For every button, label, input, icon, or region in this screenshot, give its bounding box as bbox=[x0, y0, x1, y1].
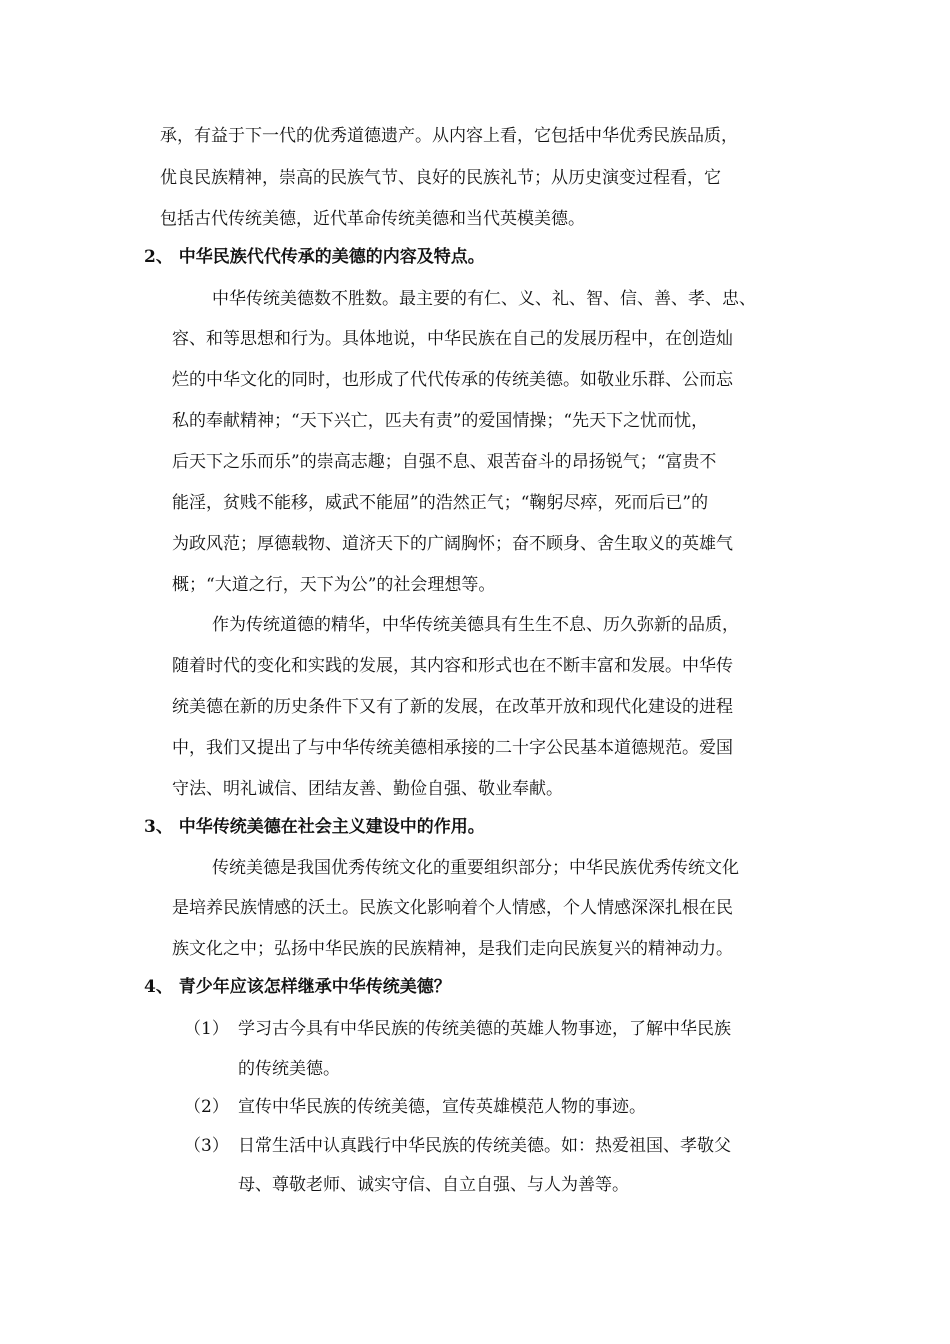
section-2-para-2-line: 中，我们又提出了与中华传统美德相承接的二十字公民基本道德规范。爱国 bbox=[172, 738, 733, 758]
section-2-para-1-line: 为政风范；厚德载物、道济天下的广阔胸怀；奋不顾身、舍生取义的英雄气 bbox=[172, 534, 733, 554]
list-item-number: （1） bbox=[184, 1019, 229, 1039]
intro-line-2: 优良民族精神，崇高的民族气节、良好的民族礼节；从历史演变过程看，它 bbox=[160, 168, 721, 188]
intro-line-3: 包括古代传统美德，近代革命传统美德和当代英模美德。 bbox=[160, 209, 585, 229]
list-item-text: 学习古今具有中华民族的传统美德的英雄人物事迹，了解中华民族 bbox=[238, 1019, 731, 1039]
list-item-text: 的传统美德。 bbox=[238, 1059, 340, 1079]
section-2-para-1-line: 中华传统美德数不胜数。最主要的有仁、义、礼、智、信、善、孝、忠、 bbox=[212, 289, 756, 309]
section-4-heading: 4、 青少年应该怎样继承中华传统美德？ bbox=[144, 977, 451, 997]
list-item-number: （2） bbox=[184, 1097, 229, 1117]
section-2-para-1-line: 私的奉献精神；“天下兴亡，匹夫有责”的爱国情操；“先天下之忧而忧， bbox=[172, 411, 709, 431]
section-2-para-2-line: 守法、明礼诚信、团结友善、勤俭自强、敬业奉献。 bbox=[172, 779, 563, 799]
section-2-para-1-line: 容、和等思想和行为。具体地说，中华民族在自己的发展历程中，在创造灿 bbox=[172, 329, 733, 349]
section-2-para-2-line: 随着时代的变化和实践的发展，其内容和形式也在不断丰富和发展。中华传 bbox=[172, 656, 733, 676]
list-item-text: 母、尊敬老师、诚实守信、自立自强、与人为善等。 bbox=[238, 1175, 629, 1195]
section-3-para-line: 传统美德是我国优秀传统文化的重要组织部分；中华民族优秀传统文化 bbox=[212, 858, 739, 878]
section-3-para-line: 是培养民族情感的沃土。民族文化影响着个人情感，个人情感深深扎根在民 bbox=[172, 898, 733, 918]
section-3-heading: 3、 中华传统美德在社会主义建设中的作用。 bbox=[144, 817, 485, 837]
section-2-para-1-line: 烂的中华文化的同时，也形成了代代传承的传统美德。如敬业乐群、公而忘 bbox=[172, 370, 733, 390]
section-2-para-2-line: 作为传统道德的精华，中华传统美德具有生生不息、历久弥新的品质， bbox=[212, 615, 739, 635]
list-item-number: （3） bbox=[184, 1136, 229, 1156]
section-3-para-line: 族文化之中；弘扬中华民族的民族精神，是我们走向民族复兴的精神动力。 bbox=[172, 939, 733, 959]
list-item-text: 宣传中华民族的传统美德，宣传英雄模范人物的事迹。 bbox=[238, 1097, 646, 1117]
intro-line-1: 承，有益于下一代的优秀道德遗产。从内容上看，它包括中华优秀民族品质， bbox=[160, 126, 738, 146]
section-2-para-1-line: 概；“大道之行，天下为公”的社会理想等。 bbox=[172, 575, 496, 595]
section-2-heading: 2、 中华民族代代传承的美德的内容及特点。 bbox=[144, 247, 485, 267]
section-2-para-1-line: 能淫，贫贱不能移，威武不能屈”的浩然正气；“鞠躬尽瘁，死而后已”的 bbox=[172, 493, 709, 513]
section-2-para-1-line: 后天下之乐而乐”的崇高志趣；自强不息、艰苦奋斗的昂扬锐气；“富贵不 bbox=[172, 452, 717, 472]
section-2-para-2-line: 统美德在新的历史条件下又有了新的发展，在改革开放和现代化建设的进程 bbox=[172, 697, 733, 717]
list-item-text: 日常生活中认真践行中华民族的传统美德。如：热爱祖国、孝敬父 bbox=[238, 1136, 731, 1156]
